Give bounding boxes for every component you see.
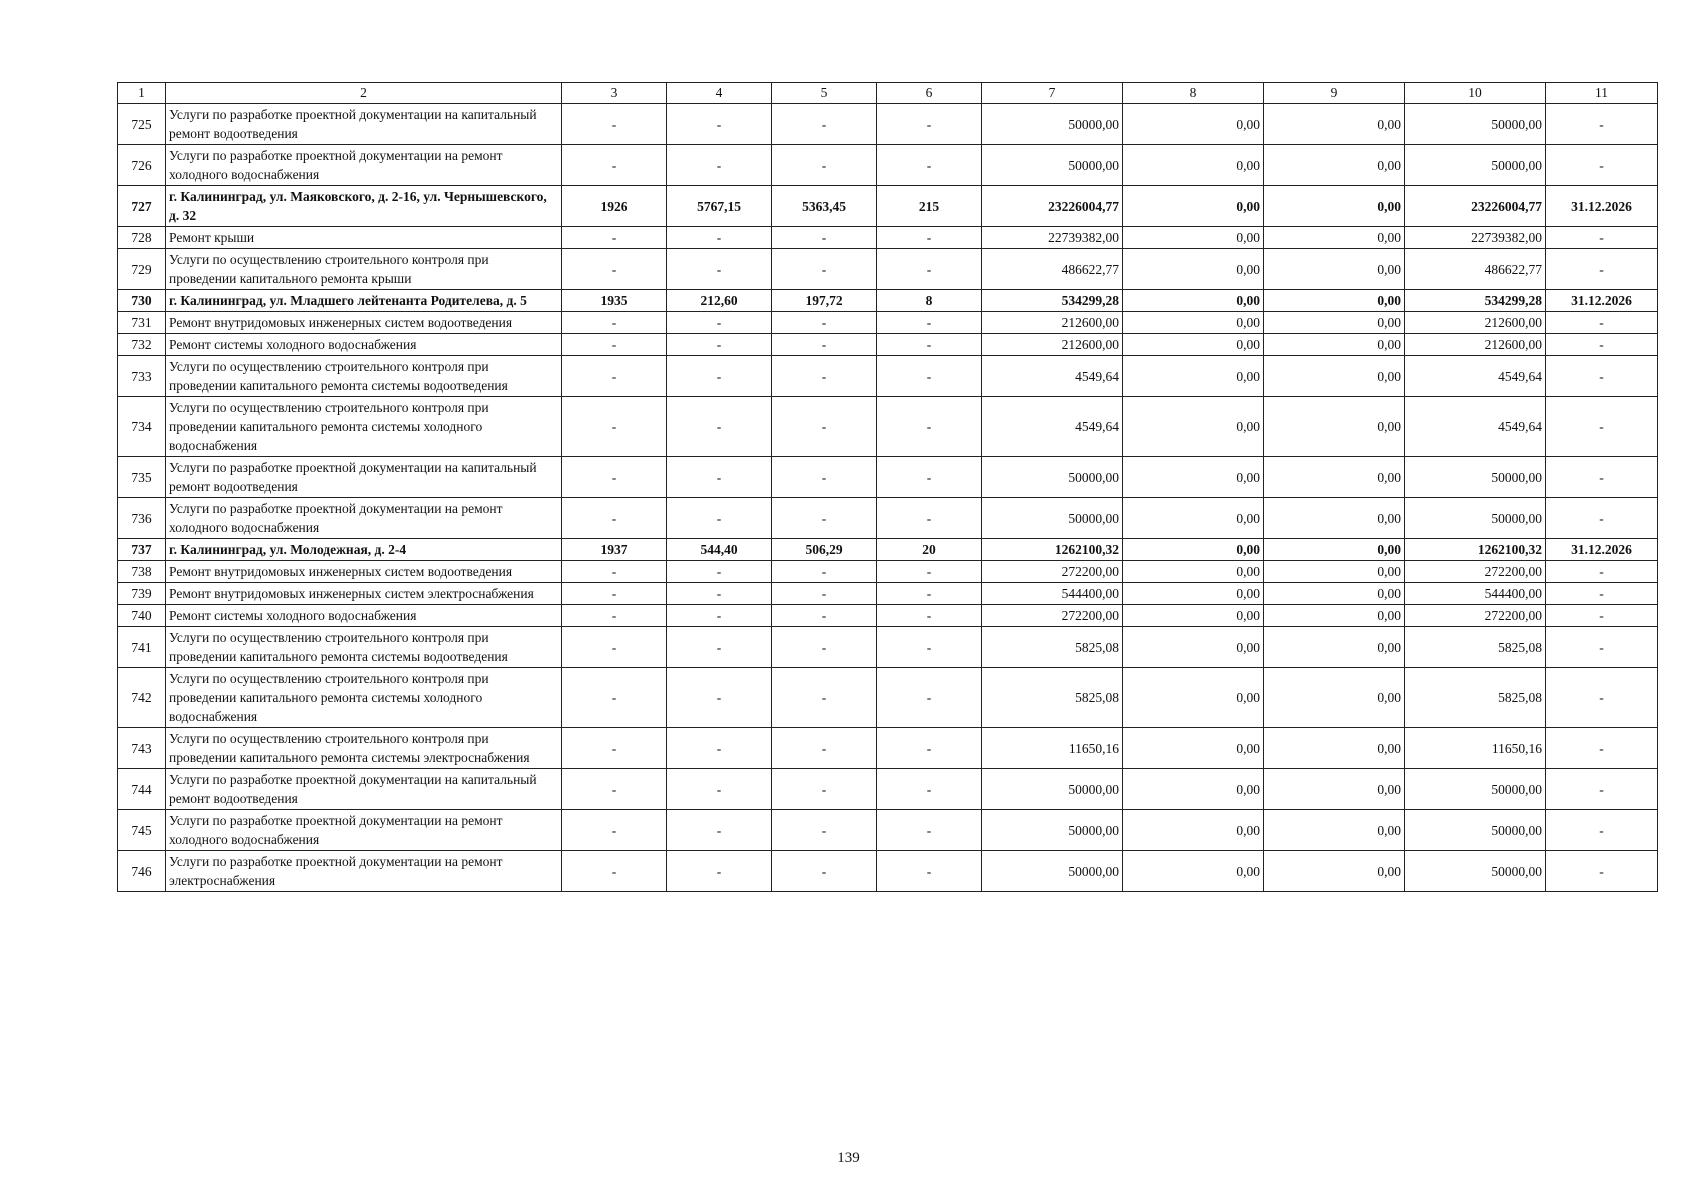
work-name-cell: Услуги по осуществлению строительного контроля при проведении капитального ремонта крыши: [166, 249, 562, 290]
work-name-cell: Услуги по разработке проектной документации на ремонт электроснабжения: [166, 851, 562, 892]
funding-cell: 0,00: [1123, 186, 1264, 227]
table-row: [118, 227, 1658, 249]
table-row: [118, 605, 1658, 627]
work-name-cell: Услуги по осуществлению строительного контроля при проведении капитального ремонта системы холодного водоснабжения: [166, 397, 562, 457]
table-row: [118, 356, 1658, 397]
funding-cell: 0,00: [1264, 498, 1405, 539]
row-number-cell: 742: [118, 668, 166, 728]
funding-cell: 0,00: [1264, 457, 1405, 498]
year-cell: -: [562, 104, 667, 145]
address-row: [118, 290, 1658, 312]
row-number-cell: 736: [118, 498, 166, 539]
total-area-cell: -: [667, 810, 772, 851]
funding-cell: 0,00: [1123, 457, 1264, 498]
funding-cell: 0,00: [1123, 769, 1264, 810]
row-number-cell: 740: [118, 605, 166, 627]
column-number-row: [118, 83, 1658, 104]
total-cost-cell: 5825,08: [982, 668, 1123, 728]
table-row: [118, 769, 1658, 810]
year-cell: -: [562, 561, 667, 583]
row-number-cell: 725: [118, 104, 166, 145]
row-number-cell: 738: [118, 561, 166, 583]
funding-cell: 0,00: [1264, 104, 1405, 145]
residents-cell: -: [877, 356, 982, 397]
total-area-cell: -: [667, 498, 772, 539]
funding-cell: 0,00: [1123, 227, 1264, 249]
total-cost-cell: 272200,00: [982, 561, 1123, 583]
fund-cost-cell: 4549,64: [1405, 356, 1546, 397]
year-cell: -: [562, 356, 667, 397]
work-name-cell: Ремонт системы холодного водоснабжения: [166, 605, 562, 627]
work-name-cell: Ремонт системы холодного водоснабжения: [166, 334, 562, 356]
total-area-cell: -: [667, 145, 772, 186]
year-cell: -: [562, 145, 667, 186]
row-number-cell: 733: [118, 356, 166, 397]
funding-cell: 0,00: [1264, 769, 1405, 810]
living-area-cell: -: [772, 334, 877, 356]
living-area-cell: -: [772, 668, 877, 728]
row-number-cell: 739: [118, 583, 166, 605]
funding-cell: 0,00: [1264, 851, 1405, 892]
funding-cell: 0,00: [1264, 605, 1405, 627]
year-cell: -: [562, 227, 667, 249]
fund-cost-cell: 5825,08: [1405, 627, 1546, 668]
row-number-cell: 730: [118, 290, 166, 312]
column-number: 3: [562, 83, 667, 104]
year-cell: -: [562, 627, 667, 668]
row-number-cell: 737: [118, 539, 166, 561]
funding-cell: 0,00: [1264, 249, 1405, 290]
fund-cost-cell: 50000,00: [1405, 145, 1546, 186]
living-area-cell: -: [772, 851, 877, 892]
table-row: [118, 810, 1658, 851]
deadline-cell: -: [1546, 728, 1658, 769]
table-row: [118, 498, 1658, 539]
fund-cost-cell: 50000,00: [1405, 498, 1546, 539]
table-body: [118, 83, 1658, 892]
year-cell: 1937: [562, 539, 667, 561]
living-area-cell: -: [772, 356, 877, 397]
residents-cell: -: [877, 104, 982, 145]
work-name-cell: Услуги по разработке проектной документации на ремонт холодного водоснабжения: [166, 498, 562, 539]
funding-cell: 0,00: [1123, 145, 1264, 186]
total-cost-cell: 50000,00: [982, 498, 1123, 539]
year-cell: -: [562, 334, 667, 356]
funding-cell: 0,00: [1264, 334, 1405, 356]
living-area-cell: -: [772, 312, 877, 334]
residents-cell: -: [877, 769, 982, 810]
deadline-cell: 31.12.2026: [1546, 539, 1658, 561]
work-name-cell: Ремонт внутридомовых инженерных систем водоотведения: [166, 561, 562, 583]
row-number-cell: 732: [118, 334, 166, 356]
total-cost-cell: 212600,00: [982, 312, 1123, 334]
residents-cell: -: [877, 249, 982, 290]
residents-cell: -: [877, 605, 982, 627]
fund-cost-cell: 50000,00: [1405, 851, 1546, 892]
table-row: [118, 728, 1658, 769]
total-cost-cell: 544400,00: [982, 583, 1123, 605]
column-number: 8: [1123, 83, 1264, 104]
total-cost-cell: 50000,00: [982, 145, 1123, 186]
total-area-cell: -: [667, 851, 772, 892]
funding-cell: 0,00: [1264, 539, 1405, 561]
deadline-cell: -: [1546, 312, 1658, 334]
column-number: 7: [982, 83, 1123, 104]
deadline-cell: -: [1546, 498, 1658, 539]
page-number: 139: [837, 1150, 860, 1166]
column-number: 4: [667, 83, 772, 104]
residents-cell: -: [877, 583, 982, 605]
fund-cost-cell: 272200,00: [1405, 561, 1546, 583]
living-area-cell: -: [772, 104, 877, 145]
work-name-cell: г. Калининград, ул. Маяковского, д. 2-16, ул. Чернышевского, д. 32: [166, 186, 562, 227]
residents-cell: -: [877, 728, 982, 769]
deadline-cell: -: [1546, 356, 1658, 397]
total-area-cell: -: [667, 769, 772, 810]
deadline-cell: -: [1546, 851, 1658, 892]
total-area-cell: -: [667, 249, 772, 290]
fund-cost-cell: 534299,28: [1405, 290, 1546, 312]
deadline-cell: -: [1546, 668, 1658, 728]
total-area-cell: -: [667, 397, 772, 457]
living-area-cell: -: [772, 145, 877, 186]
funding-cell: 0,00: [1123, 561, 1264, 583]
total-cost-cell: 50000,00: [982, 851, 1123, 892]
row-number-cell: 745: [118, 810, 166, 851]
work-name-cell: Ремонт крыши: [166, 227, 562, 249]
table-row: [118, 397, 1658, 457]
residents-cell: -: [877, 334, 982, 356]
year-cell: -: [562, 851, 667, 892]
total-area-cell: -: [667, 312, 772, 334]
funding-cell: 0,00: [1264, 561, 1405, 583]
deadline-cell: 31.12.2026: [1546, 290, 1658, 312]
total-area-cell: -: [667, 457, 772, 498]
funding-cell: 0,00: [1123, 249, 1264, 290]
total-area-cell: 544,40: [667, 539, 772, 561]
fund-cost-cell: 272200,00: [1405, 605, 1546, 627]
address-row: [118, 186, 1658, 227]
residents-cell: -: [877, 627, 982, 668]
repair-program-table: [117, 82, 1658, 892]
fund-cost-cell: 212600,00: [1405, 334, 1546, 356]
row-number-cell: 744: [118, 769, 166, 810]
funding-cell: 0,00: [1264, 583, 1405, 605]
year-cell: -: [562, 769, 667, 810]
work-name-cell: Услуги по разработке проектной документации на капитальный ремонт водоотведения: [166, 457, 562, 498]
row-number-cell: 735: [118, 457, 166, 498]
row-number-cell: 741: [118, 627, 166, 668]
total-area-cell: -: [667, 561, 772, 583]
funding-cell: 0,00: [1123, 810, 1264, 851]
total-area-cell: -: [667, 356, 772, 397]
year-cell: -: [562, 498, 667, 539]
row-number-cell: 743: [118, 728, 166, 769]
row-number-cell: 731: [118, 312, 166, 334]
funding-cell: 0,00: [1123, 498, 1264, 539]
deadline-cell: -: [1546, 145, 1658, 186]
living-area-cell: -: [772, 605, 877, 627]
funding-cell: 0,00: [1123, 334, 1264, 356]
fund-cost-cell: 212600,00: [1405, 312, 1546, 334]
living-area-cell: 5363,45: [772, 186, 877, 227]
deadline-cell: -: [1546, 249, 1658, 290]
work-name-cell: Услуги по разработке проектной документации на капитальный ремонт водоотведения: [166, 769, 562, 810]
residents-cell: -: [877, 810, 982, 851]
funding-cell: 0,00: [1123, 356, 1264, 397]
total-area-cell: -: [667, 104, 772, 145]
table-row: [118, 457, 1658, 498]
funding-cell: 0,00: [1264, 186, 1405, 227]
residents-cell: -: [877, 668, 982, 728]
living-area-cell: -: [772, 457, 877, 498]
deadline-cell: -: [1546, 769, 1658, 810]
deadline-cell: -: [1546, 627, 1658, 668]
fund-cost-cell: 50000,00: [1405, 104, 1546, 145]
column-number: 9: [1264, 83, 1405, 104]
column-number: 11: [1546, 83, 1658, 104]
total-cost-cell: 486622,77: [982, 249, 1123, 290]
work-name-cell: г. Калининград, ул. Молодежная, д. 2-4: [166, 539, 562, 561]
funding-cell: 0,00: [1264, 668, 1405, 728]
year-cell: -: [562, 668, 667, 728]
total-cost-cell: 4549,64: [982, 356, 1123, 397]
total-cost-cell: 4549,64: [982, 397, 1123, 457]
funding-cell: 0,00: [1123, 668, 1264, 728]
deadline-cell: -: [1546, 810, 1658, 851]
work-name-cell: г. Калининград, ул. Младшего лейтенанта Родителева, д. 5: [166, 290, 562, 312]
year-cell: -: [562, 728, 667, 769]
total-area-cell: -: [667, 583, 772, 605]
row-number-cell: 726: [118, 145, 166, 186]
funding-cell: 0,00: [1123, 627, 1264, 668]
work-name-cell: Услуги по осуществлению строительного контроля при проведении капитального ремонта системы электроснабжения: [166, 728, 562, 769]
year-cell: -: [562, 397, 667, 457]
deadline-cell: -: [1546, 457, 1658, 498]
residents-cell: 20: [877, 539, 982, 561]
funding-cell: 0,00: [1264, 145, 1405, 186]
total-cost-cell: 5825,08: [982, 627, 1123, 668]
living-area-cell: -: [772, 627, 877, 668]
living-area-cell: -: [772, 397, 877, 457]
table-row: [118, 851, 1658, 892]
year-cell: 1935: [562, 290, 667, 312]
deadline-cell: -: [1546, 334, 1658, 356]
funding-cell: 0,00: [1123, 728, 1264, 769]
year-cell: -: [562, 249, 667, 290]
living-area-cell: -: [772, 728, 877, 769]
residents-cell: -: [877, 851, 982, 892]
total-cost-cell: 50000,00: [982, 457, 1123, 498]
living-area-cell: -: [772, 249, 877, 290]
funding-cell: 0,00: [1123, 539, 1264, 561]
funding-cell: 0,00: [1264, 356, 1405, 397]
year-cell: -: [562, 810, 667, 851]
fund-cost-cell: 4549,64: [1405, 397, 1546, 457]
fund-cost-cell: 50000,00: [1405, 769, 1546, 810]
table-row: [118, 583, 1658, 605]
deadline-cell: -: [1546, 583, 1658, 605]
work-name-cell: Услуги по разработке проектной документации на ремонт холодного водоснабжения: [166, 145, 562, 186]
living-area-cell: -: [772, 227, 877, 249]
residents-cell: -: [877, 561, 982, 583]
work-name-cell: Ремонт внутридомовых инженерных систем электроснабжения: [166, 583, 562, 605]
residents-cell: -: [877, 312, 982, 334]
year-cell: -: [562, 312, 667, 334]
table-row: [118, 104, 1658, 145]
residents-cell: -: [877, 397, 982, 457]
deadline-cell: -: [1546, 605, 1658, 627]
funding-cell: 0,00: [1264, 227, 1405, 249]
residents-cell: -: [877, 145, 982, 186]
total-cost-cell: 1262100,32: [982, 539, 1123, 561]
total-cost-cell: 50000,00: [982, 769, 1123, 810]
funding-cell: 0,00: [1264, 810, 1405, 851]
residents-cell: -: [877, 457, 982, 498]
table-row: [118, 249, 1658, 290]
funding-cell: 0,00: [1264, 312, 1405, 334]
year-cell: -: [562, 583, 667, 605]
row-number-cell: 734: [118, 397, 166, 457]
total-cost-cell: 11650,16: [982, 728, 1123, 769]
table-row: [118, 561, 1658, 583]
total-area-cell: -: [667, 334, 772, 356]
residents-cell: 215: [877, 186, 982, 227]
residents-cell: -: [877, 498, 982, 539]
column-number: 10: [1405, 83, 1546, 104]
fund-cost-cell: 11650,16: [1405, 728, 1546, 769]
funding-cell: 0,00: [1123, 104, 1264, 145]
fund-cost-cell: 50000,00: [1405, 810, 1546, 851]
funding-cell: 0,00: [1123, 290, 1264, 312]
row-number-cell: 729: [118, 249, 166, 290]
deadline-cell: -: [1546, 104, 1658, 145]
work-name-cell: Услуги по осуществлению строительного контроля при проведении капитального ремонта системы водоотведения: [166, 627, 562, 668]
fund-cost-cell: 1262100,32: [1405, 539, 1546, 561]
work-name-cell: Ремонт внутридомовых инженерных систем водоотведения: [166, 312, 562, 334]
funding-cell: 0,00: [1264, 627, 1405, 668]
living-area-cell: -: [772, 769, 877, 810]
table-row: [118, 145, 1658, 186]
funding-cell: 0,00: [1123, 583, 1264, 605]
total-area-cell: 212,60: [667, 290, 772, 312]
total-cost-cell: 50000,00: [982, 810, 1123, 851]
total-cost-cell: 212600,00: [982, 334, 1123, 356]
deadline-cell: -: [1546, 561, 1658, 583]
fund-cost-cell: 544400,00: [1405, 583, 1546, 605]
fund-cost-cell: 22739382,00: [1405, 227, 1546, 249]
funding-cell: 0,00: [1123, 605, 1264, 627]
total-cost-cell: 23226004,77: [982, 186, 1123, 227]
fund-cost-cell: 486622,77: [1405, 249, 1546, 290]
table-row: [118, 668, 1658, 728]
total-cost-cell: 22739382,00: [982, 227, 1123, 249]
residents-cell: -: [877, 227, 982, 249]
row-number-cell: 728: [118, 227, 166, 249]
table-row: [118, 334, 1658, 356]
year-cell: 1926: [562, 186, 667, 227]
deadline-cell: -: [1546, 397, 1658, 457]
fund-cost-cell: 5825,08: [1405, 668, 1546, 728]
living-area-cell: -: [772, 583, 877, 605]
address-row: [118, 539, 1658, 561]
total-area-cell: -: [667, 627, 772, 668]
column-number: 5: [772, 83, 877, 104]
row-number-cell: 727: [118, 186, 166, 227]
total-area-cell: 5767,15: [667, 186, 772, 227]
work-name-cell: Услуги по осуществлению строительного контроля при проведении капитального ремонта системы холодного водоснабжения: [166, 668, 562, 728]
living-area-cell: -: [772, 810, 877, 851]
column-number: 1: [118, 83, 166, 104]
total-area-cell: -: [667, 605, 772, 627]
table-row: [118, 627, 1658, 668]
funding-cell: 0,00: [1123, 312, 1264, 334]
work-name-cell: Услуги по разработке проектной документации на ремонт холодного водоснабжения: [166, 810, 562, 851]
living-area-cell: -: [772, 561, 877, 583]
living-area-cell: 197,72: [772, 290, 877, 312]
total-area-cell: -: [667, 728, 772, 769]
total-cost-cell: 50000,00: [982, 104, 1123, 145]
funding-cell: 0,00: [1264, 290, 1405, 312]
funding-cell: 0,00: [1264, 397, 1405, 457]
year-cell: -: [562, 605, 667, 627]
residents-cell: 8: [877, 290, 982, 312]
column-number: 6: [877, 83, 982, 104]
work-name-cell: Услуги по разработке проектной документации на капитальный ремонт водоотведения: [166, 104, 562, 145]
living-area-cell: -: [772, 498, 877, 539]
total-area-cell: -: [667, 227, 772, 249]
funding-cell: 0,00: [1123, 397, 1264, 457]
work-name-cell: Услуги по осуществлению строительного контроля при проведении капитального ремонта системы водоотведения: [166, 356, 562, 397]
fund-cost-cell: 23226004,77: [1405, 186, 1546, 227]
deadline-cell: 31.12.2026: [1546, 186, 1658, 227]
deadline-cell: -: [1546, 227, 1658, 249]
living-area-cell: 506,29: [772, 539, 877, 561]
total-cost-cell: 272200,00: [982, 605, 1123, 627]
funding-cell: 0,00: [1123, 851, 1264, 892]
total-cost-cell: 534299,28: [982, 290, 1123, 312]
row-number-cell: 746: [118, 851, 166, 892]
funding-cell: 0,00: [1264, 728, 1405, 769]
total-area-cell: -: [667, 668, 772, 728]
fund-cost-cell: 50000,00: [1405, 457, 1546, 498]
year-cell: -: [562, 457, 667, 498]
column-number: 2: [166, 83, 562, 104]
table-row: [118, 312, 1658, 334]
